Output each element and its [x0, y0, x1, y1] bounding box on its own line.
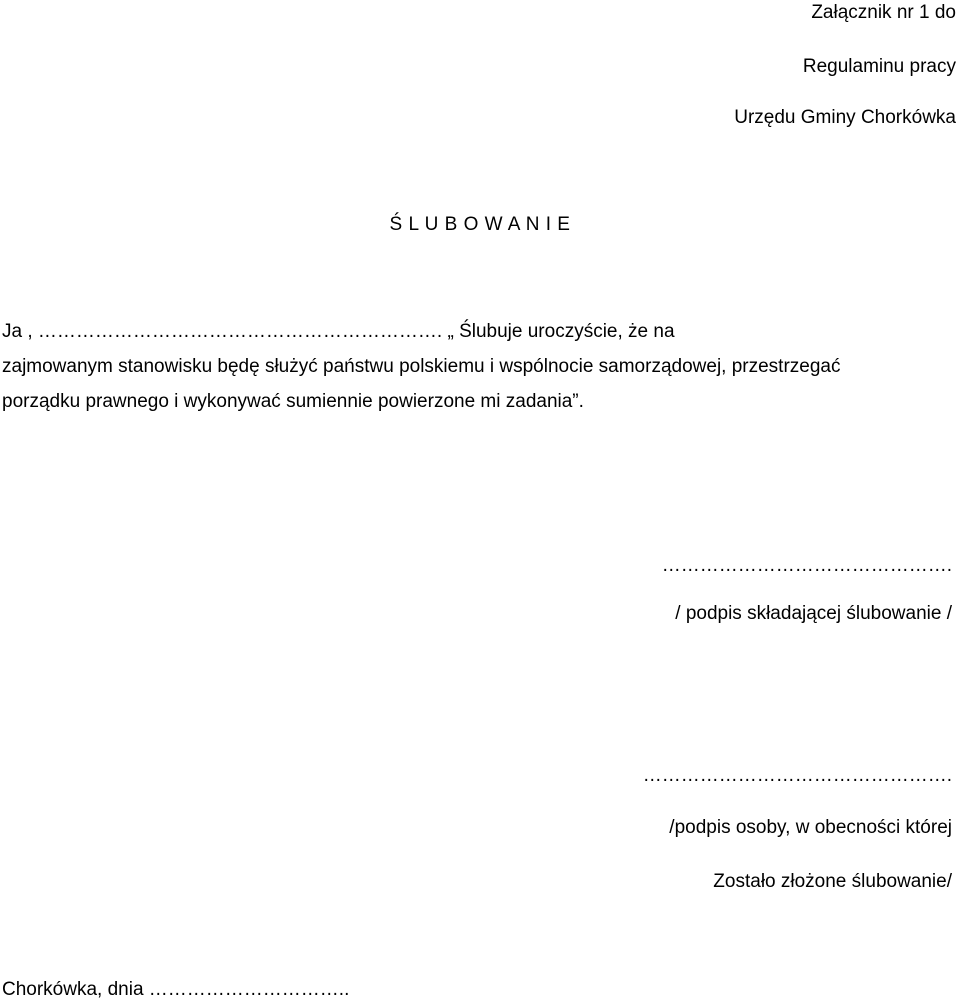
signature-caption-witness-line-1: /podpis osoby, w obecności której: [669, 817, 952, 838]
header-attachment-line: Załącznik nr 1 do: [811, 2, 956, 23]
header-office-line: Urzędu Gminy Chorkówka: [734, 107, 956, 128]
oath-line-3: porządku prawnego i wykonywać sumiennie powierzone mi zadania”.: [2, 391, 584, 412]
signature-caption-witness-line-2: Zostało złożone ślubowanie/: [713, 871, 952, 892]
header-regulation-line: Regulaminu pracy: [802, 56, 956, 77]
signature-line-oath-taker: ……………………………………….: [661, 555, 952, 576]
oath-line-1: Ja , ………………………………………………………. „ Ślubuje uroczyście, że na: [2, 321, 675, 342]
signature-line-witness: ………………………………………….: [642, 765, 952, 786]
signature-caption-oath-taker: / podpis składającej ślubowanie /: [675, 603, 952, 624]
oath-line-2: zajmowanym stanowisku będę służyć państwu polskiemu i wspólnocie samorządowej, przestrzegać: [2, 356, 841, 377]
document-title: Ś L U B O W A N I E: [389, 214, 571, 235]
place-and-date: Chorkówka, dnia …………………………..: [2, 979, 350, 1000]
